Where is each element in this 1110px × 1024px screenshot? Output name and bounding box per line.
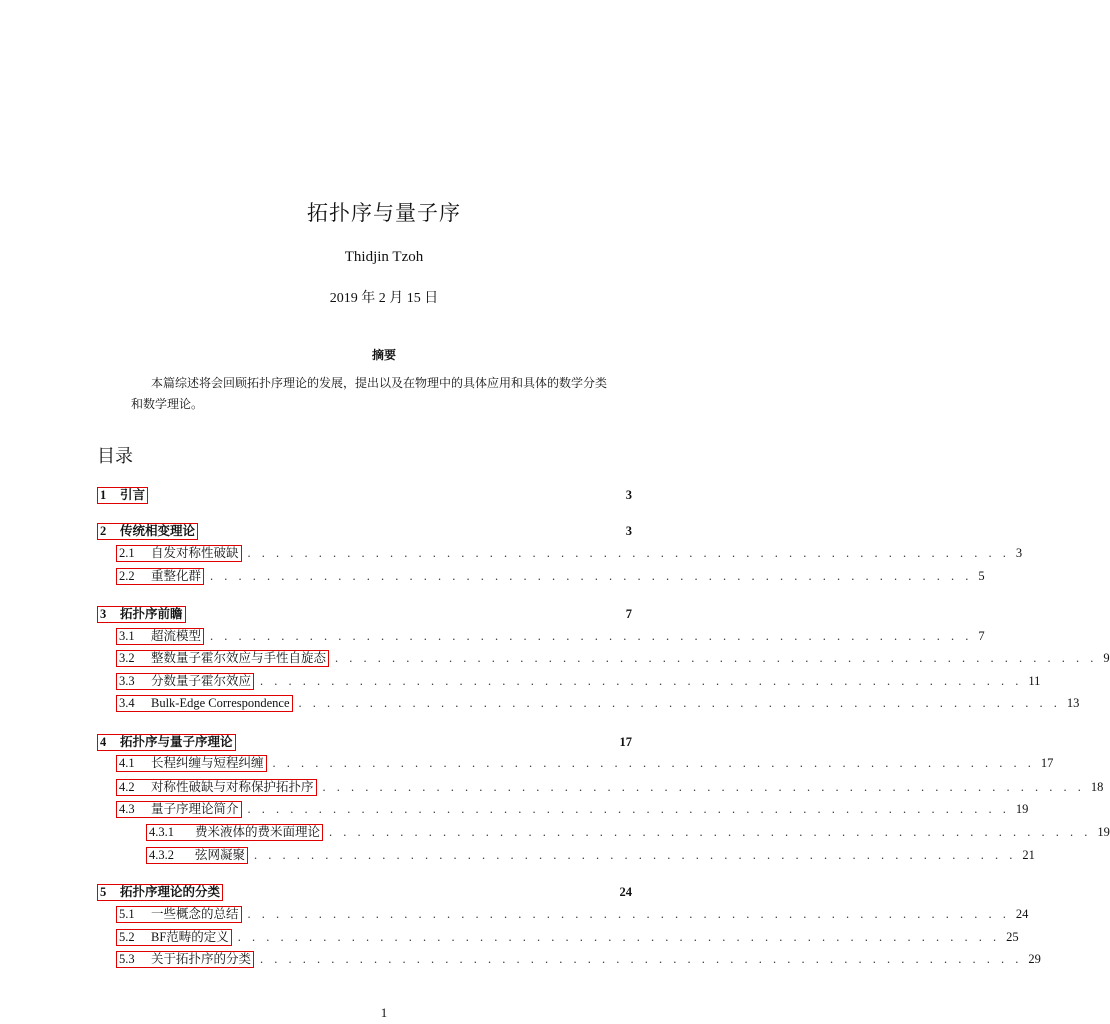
toc-page-number: 25 <box>1006 929 1019 944</box>
toc-entry-number: 3.1 <box>119 628 135 643</box>
toc-link[interactable] <box>97 487 148 504</box>
toc-entry-number: 4 <box>100 734 107 749</box>
toc-link[interactable] <box>97 734 236 751</box>
toc-entry-number: 3.2 <box>119 650 135 665</box>
toc-entry <box>97 883 632 901</box>
toc-link[interactable] <box>116 929 232 946</box>
toc-leader-dots: . . . . . . . . . . . . . . . . . . . . . . . . . . . . . . . . . . . . . . . . . . . . . . . . . . . . . . <box>322 779 1085 794</box>
toc-entry-label: 对称性破缺与对称保护拓扑序 <box>151 779 314 794</box>
toc-entry-label: 弦网凝聚 <box>195 847 246 862</box>
toc-link[interactable] <box>116 628 204 645</box>
toc-link[interactable] <box>116 568 204 585</box>
toc-link[interactable] <box>116 545 242 562</box>
page-number: 1 <box>380 1005 388 1020</box>
toc-leader-dots: . . . . . . . . . . . . . . . . . . . . . . . . . . . . . . . . . . . . . . . . . . . . . . . . . . . . . . <box>247 545 1010 560</box>
toc-entry <box>116 544 1023 562</box>
toc-entry-number: 4.3 <box>119 801 135 816</box>
toc-link[interactable] <box>116 755 267 772</box>
toc-link[interactable] <box>116 801 242 818</box>
toc-link[interactable] <box>116 673 254 690</box>
toc-leader-dots: . . . . . . . . . . . . . . . . . . . . . . . . . . . . . . . . . . . . . . . . . . . . . . . . . . . . . . <box>210 628 973 643</box>
toc-link[interactable] <box>116 650 329 667</box>
toc-page-number: 3 <box>1015 545 1023 560</box>
toc-page-number: 13 <box>1066 695 1080 710</box>
toc-page-number: 11 <box>1028 673 1041 688</box>
toc-page-number: 21 <box>1022 847 1035 862</box>
abstract-heading: 摘要 <box>371 348 396 362</box>
toc-link[interactable] <box>97 523 198 540</box>
toc-leader-dots: . . . . . . . . . . . . . . . . . . . . . . . . . . . . . . . . . . . . . . . . . . . . . . . . . . . . . . <box>272 755 1035 770</box>
toc-link[interactable] <box>116 951 254 968</box>
toc-entry <box>116 649 1110 667</box>
toc-entry-label: 拓扑序理论的分类 <box>120 884 221 899</box>
toc-link[interactable] <box>116 779 317 796</box>
toc-entry <box>116 672 1041 690</box>
toc-page-number: 24 <box>1015 906 1029 921</box>
toc-page-number: 3 <box>625 487 632 502</box>
toc-entry <box>97 733 632 751</box>
toc-page-number: 19 <box>1097 824 1110 839</box>
toc-entry-label: 超流模型 <box>151 628 202 643</box>
toc-leader-dots: . . . . . . . . . . . . . . . . . . . . . . . . . . . . . . . . . . . . . . . . . . . . . . . . . . . . . . <box>298 695 1061 710</box>
toc-page-number: 17 <box>619 734 632 749</box>
toc-leader-dots: . . . . . . . . . . . . . . . . . . . . . . . . . . . . . . . . . . . . . . . . . . . . . . . . . . . . . . <box>335 650 1098 665</box>
toc-entry-label: 关于拓扑序的分类 <box>151 951 252 966</box>
toc-page-number: 18 <box>1090 779 1104 794</box>
toc-entry-number: 5 <box>100 884 107 899</box>
toc-entry-number: 4.1 <box>119 755 135 770</box>
toc-leader-dots: . . . . . . . . . . . . . . . . . . . . . . . . . . . . . . . . . . . . . . . . . . . . . . . . . . . . . . <box>260 951 1023 966</box>
toc-entry-label: BF范畴的定义 <box>151 929 229 944</box>
toc-leader-dots: . . . . . . . . . . . . . . . . . . . . . . . . . . . . . . . . . . . . . . . . . . . . . . . . . . . . . . <box>260 673 1023 688</box>
toc-entry <box>116 950 1041 968</box>
toc-link[interactable] <box>146 824 323 841</box>
toc-leader-dots: . . . . . . . . . . . . . . . . . . . . . . . . . . . . . . . . . . . . . . . . . . . . . . . . . . . . . . <box>247 906 1010 921</box>
toc-entry <box>116 754 1054 772</box>
toc-link[interactable] <box>97 884 223 901</box>
toc-entry <box>116 627 985 645</box>
toc-entry <box>116 694 1080 712</box>
toc-entry-label: Bulk-Edge Correspondence <box>151 695 290 710</box>
toc-entry-number: 2 <box>100 523 107 538</box>
author-name: Thidjin Tzoh <box>344 249 424 265</box>
toc-entry-number: 4.2 <box>119 779 135 794</box>
toc-entry-number: 5.3 <box>119 951 135 966</box>
toc-entry-number: 3.3 <box>119 673 135 688</box>
toc-entry-number: 5.1 <box>119 906 135 921</box>
toc-page-number: 24 <box>619 884 632 899</box>
toc-link[interactable] <box>116 695 293 712</box>
toc-leader-dots: . . . . . . . . . . . . . . . . . . . . . . . . . . . . . . . . . . . . . . . . . . . . . . . . . . . . . . <box>247 801 1010 816</box>
toc-entry <box>116 800 1029 818</box>
toc-leader-dots: . . . . . . . . . . . . . . . . . . . . . . . . . . . . . . . . . . . . . . . . . . . . . . . . . . . . . . <box>237 929 1001 944</box>
toc-entry <box>116 778 1104 796</box>
paper-title: 拓扑序与量子序 <box>307 201 461 225</box>
toc-entry-label: 拓扑序与量子序理论 <box>120 734 233 749</box>
toc-entry <box>97 605 632 623</box>
toc-heading: 目录 <box>97 446 133 467</box>
toc-entry-label: 量子序理论简介 <box>151 801 239 816</box>
toc-leader-dots: . . . . . . . . . . . . . . . . . . . . . . . . . . . . . . . . . . . . . . . . . . . . . . . . . . . . . . <box>254 847 1017 862</box>
toc-link[interactable] <box>146 847 248 864</box>
toc-entry-label: 自发对称性破缺 <box>151 545 239 560</box>
paper-date: 2019 年 2 月 15 日 <box>329 291 439 306</box>
toc-entry-number: 4.3.2 <box>149 847 174 862</box>
toc-page-number: 3 <box>625 523 632 538</box>
toc-entry-label: 费米液体的费米面理论 <box>195 824 321 839</box>
toc-page-number: 9 <box>1103 650 1110 665</box>
toc-entry <box>116 905 1029 923</box>
toc-page-number: 17 <box>1040 755 1054 770</box>
toc-page-number: 5 <box>978 568 985 583</box>
toc-entry-number: 1 <box>100 487 107 502</box>
toc-entry <box>146 846 1035 864</box>
toc-entry <box>116 567 985 585</box>
toc-entry-label: 分数量子霍尔效应 <box>151 673 252 688</box>
toc-entry-number: 4.3.1 <box>149 824 174 839</box>
toc-entry-number: 5.2 <box>119 929 135 944</box>
abstract-text: 本篇综述将会回顾拓扑序理论的发展，提出以及在物理中的具体应用和具体的数学分类和数学理论。 <box>131 376 608 411</box>
toc-entry-label: 拓扑序前瞻 <box>120 606 183 621</box>
toc-page-number: 7 <box>978 628 985 643</box>
toc-leader-dots: . . . . . . . . . . . . . . . . . . . . . . . . . . . . . . . . . . . . . . . . . . . . . . . . . . . . . . <box>329 824 1092 839</box>
toc-link[interactable] <box>97 606 186 623</box>
toc-entry <box>146 823 1110 841</box>
toc-entry-label: 引言 <box>120 487 146 502</box>
toc-entry <box>116 928 1019 946</box>
toc-entry-label: 长程纠缠与短程纠缠 <box>151 755 264 770</box>
toc-entry-number: 2.2 <box>119 568 135 583</box>
toc-entry-label: 重整化群 <box>151 568 202 583</box>
toc-entry-label: 整数量子霍尔效应与手性自旋态 <box>151 650 327 665</box>
toc-entry <box>97 486 632 504</box>
toc-entry-label: 传统相变理论 <box>120 523 196 538</box>
toc-entry-label: 一些概念的总结 <box>151 906 239 921</box>
toc-entry-number: 3 <box>100 606 107 621</box>
toc-link[interactable] <box>116 906 242 923</box>
toc-entry-number: 3.4 <box>119 695 135 710</box>
toc-entry <box>97 522 632 540</box>
toc-page-number: 7 <box>625 606 632 621</box>
toc-entry-number: 2.1 <box>119 545 135 560</box>
toc-page-number: 19 <box>1015 801 1029 816</box>
toc-leader-dots: . . . . . . . . . . . . . . . . . . . . . . . . . . . . . . . . . . . . . . . . . . . . . . . . . . . . . . <box>210 568 973 583</box>
toc-page-number: 29 <box>1028 951 1041 966</box>
